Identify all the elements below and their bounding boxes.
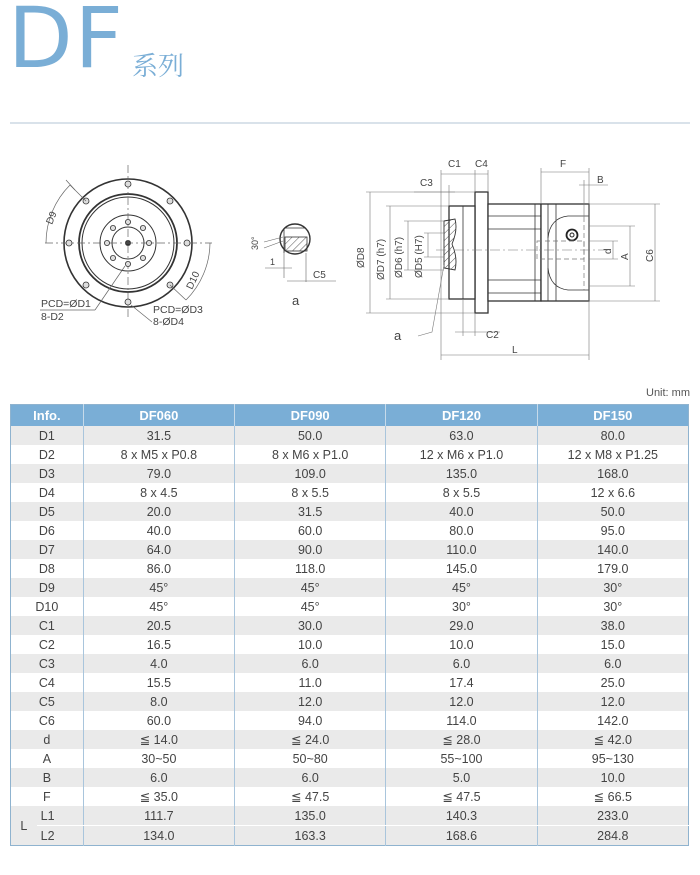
table-cell: 38.0 — [537, 616, 688, 635]
row-label: D4 — [11, 483, 84, 502]
table-cell: ≦ 42.0 — [537, 730, 688, 749]
table-cell: 179.0 — [537, 559, 688, 578]
table-cell: 111.7 — [83, 806, 234, 826]
d6-label: ØD6 (h7) — [394, 236, 405, 278]
front-view — [40, 165, 212, 328]
row-label: C2 — [11, 635, 84, 654]
row-label: C6 — [11, 711, 84, 730]
table-cell: 6.0 — [235, 768, 386, 787]
table-row — [11, 806, 689, 826]
table-cell: 17.4 — [386, 673, 537, 692]
table-header-row — [11, 405, 689, 427]
table-cell: 118.0 — [235, 559, 386, 578]
row-label: C5 — [11, 692, 84, 711]
d5-label: ØD5 (H7) — [414, 235, 425, 278]
table-cell: 30~50 — [83, 749, 234, 768]
table-row — [11, 426, 689, 445]
detail-a-caption: a — [292, 293, 300, 308]
table-row — [11, 826, 689, 846]
table-cell: 12.0 — [235, 692, 386, 711]
table-row — [11, 692, 689, 711]
row-label: d — [11, 730, 84, 749]
table-cell: 40.0 — [386, 502, 537, 521]
table-cell: 80.0 — [537, 426, 688, 445]
table-cell: 29.0 — [386, 616, 537, 635]
table-cell: 4.0 — [83, 654, 234, 673]
table-cell: 134.0 — [83, 826, 234, 846]
row-label: D2 — [11, 445, 84, 464]
table-cell: 50.0 — [235, 426, 386, 445]
row-sublabel: L1 — [37, 806, 84, 826]
table-cell: 163.3 — [235, 826, 386, 846]
header-divider — [10, 122, 690, 124]
table-cell: 45° — [83, 597, 234, 616]
row-label: F — [11, 787, 84, 806]
table-cell: 284.8 — [537, 826, 688, 846]
row-label: D3 — [11, 464, 84, 483]
series-title: DF — [8, 0, 125, 87]
a-dim-label: A — [620, 253, 631, 260]
table-cell: 109.0 — [235, 464, 386, 483]
table-row — [11, 673, 689, 692]
table-cell: 5.0 — [386, 768, 537, 787]
table-cell: 10.0 — [537, 768, 688, 787]
detail-dim-1-label: 1 — [270, 257, 276, 267]
d7-label: ØD7 (h7) — [376, 238, 387, 280]
table-body — [11, 426, 689, 846]
table-cell: 63.0 — [386, 426, 537, 445]
table-cell: 86.0 — [83, 559, 234, 578]
table-cell: 8 x M5 x P0.8 — [83, 445, 234, 464]
table-cell: 12 x M8 x P1.25 — [537, 445, 688, 464]
c1-label: C1 — [448, 159, 461, 170]
table-cell: ≦ 66.5 — [537, 787, 688, 806]
table-cell: 50~80 — [235, 749, 386, 768]
table-cell: 30.0 — [235, 616, 386, 635]
table-cell: 110.0 — [386, 540, 537, 559]
unit-label: Unit: mm — [646, 387, 690, 399]
f-label: F — [560, 159, 567, 170]
table-cell: 20.0 — [83, 502, 234, 521]
table-cell: 135.0 — [235, 806, 386, 826]
side-view — [356, 159, 660, 360]
d8-label: ØD8 — [356, 247, 367, 268]
table-cell: ≦ 47.5 — [235, 787, 386, 806]
l-label: L — [512, 345, 518, 356]
table-cell: ≦ 24.0 — [235, 730, 386, 749]
header-df060: DF060 — [83, 405, 234, 427]
table-cell: ≦ 28.0 — [386, 730, 537, 749]
row-label: D1 — [11, 426, 84, 445]
table-row — [11, 768, 689, 787]
table-cell: 11.0 — [235, 673, 386, 692]
table-row — [11, 521, 689, 540]
table-cell: ≦ 35.0 — [83, 787, 234, 806]
table-cell: 140.0 — [537, 540, 688, 559]
pcd-d1-label: PCD=ØD1 — [41, 298, 91, 310]
a-reference-label: a — [394, 328, 402, 343]
table-cell: 55~100 — [386, 749, 537, 768]
table-cell: 135.0 — [386, 464, 537, 483]
table-cell: 6.0 — [537, 654, 688, 673]
table-cell: 45° — [235, 597, 386, 616]
table-cell: 31.5 — [235, 502, 386, 521]
table-row — [11, 711, 689, 730]
b-label: B — [597, 175, 604, 186]
pcd-d3-label: PCD=ØD3 — [153, 304, 203, 316]
table-cell: 140.3 — [386, 806, 537, 826]
table-cell: 60.0 — [83, 711, 234, 730]
header-df120: DF120 — [386, 405, 537, 427]
table-row — [11, 483, 689, 502]
table-cell: 15.0 — [537, 635, 688, 654]
table-cell: 233.0 — [537, 806, 688, 826]
detail-angle-label: 30° — [250, 236, 260, 250]
table-cell: ≦ 14.0 — [83, 730, 234, 749]
table-cell: 6.0 — [386, 654, 537, 673]
table-cell: 10.0 — [386, 635, 537, 654]
c2-label: C2 — [486, 330, 499, 341]
table-cell: 31.5 — [83, 426, 234, 445]
table-cell: 8 x 5.5 — [235, 483, 386, 502]
table-cell: 168.6 — [386, 826, 537, 846]
detail-a-view — [250, 224, 336, 308]
table-row — [11, 559, 689, 578]
table-cell: 8 x M6 x P1.0 — [235, 445, 386, 464]
table-row — [11, 445, 689, 464]
c3-label: C3 — [420, 178, 433, 189]
table-cell: 45° — [386, 578, 537, 597]
table-cell: 30° — [537, 578, 688, 597]
table-cell: 6.0 — [83, 768, 234, 787]
table-row — [11, 654, 689, 673]
table-cell: 12 x M6 x P1.0 — [386, 445, 537, 464]
header-df090: DF090 — [235, 405, 386, 427]
table-cell: 30° — [386, 597, 537, 616]
specification-table — [10, 404, 689, 846]
technical-drawing — [0, 140, 700, 380]
d10-label: D10 — [184, 269, 203, 292]
c6-label: C6 — [645, 249, 656, 262]
row-label: D7 — [11, 540, 84, 559]
row-label: C4 — [11, 673, 84, 692]
table-cell: 45° — [235, 578, 386, 597]
row-label: D8 — [11, 559, 84, 578]
table-cell: 90.0 — [235, 540, 386, 559]
table-cell: 80.0 — [386, 521, 537, 540]
table-cell: 8 x 5.5 — [386, 483, 537, 502]
table-cell: 12.0 — [537, 692, 688, 711]
header-info: Info. — [11, 405, 84, 427]
table-cell: 168.0 — [537, 464, 688, 483]
row-group-label: L — [11, 806, 37, 846]
row-label: C3 — [11, 654, 84, 673]
row-sublabel: L2 — [37, 826, 84, 846]
table-cell: 25.0 — [537, 673, 688, 692]
d9-label: D9 — [44, 210, 60, 227]
table-row — [11, 540, 689, 559]
table-row — [11, 502, 689, 521]
table-row — [11, 597, 689, 616]
d-label: d — [603, 248, 614, 254]
table-cell: 6.0 — [235, 654, 386, 673]
table-cell: 60.0 — [235, 521, 386, 540]
table-cell: 45° — [83, 578, 234, 597]
table-cell: 95.0 — [537, 521, 688, 540]
table-cell: 50.0 — [537, 502, 688, 521]
table-cell: 8.0 — [83, 692, 234, 711]
table-row — [11, 730, 689, 749]
table-cell: 145.0 — [386, 559, 537, 578]
c4-label: C4 — [475, 159, 488, 170]
table-row — [11, 635, 689, 654]
row-label: B — [11, 768, 84, 787]
table-cell: 30° — [537, 597, 688, 616]
table-cell: ≦ 47.5 — [386, 787, 537, 806]
table-cell: 142.0 — [537, 711, 688, 730]
row-label: D5 — [11, 502, 84, 521]
table-row — [11, 749, 689, 768]
table-cell: 16.5 — [83, 635, 234, 654]
table-cell: 95~130 — [537, 749, 688, 768]
table-cell: 10.0 — [235, 635, 386, 654]
header-df150: DF150 — [537, 405, 688, 427]
table-row — [11, 787, 689, 806]
table-cell: 94.0 — [235, 711, 386, 730]
table-row — [11, 464, 689, 483]
row-label: D6 — [11, 521, 84, 540]
table-row — [11, 578, 689, 597]
holes-d4-label: 8-ØD4 — [153, 316, 184, 328]
row-label: D10 — [11, 597, 84, 616]
row-label: C1 — [11, 616, 84, 635]
table-cell: 40.0 — [83, 521, 234, 540]
table-cell: 12.0 — [386, 692, 537, 711]
holes-d2-label: 8-D2 — [41, 311, 64, 323]
table-cell: 114.0 — [386, 711, 537, 730]
table-cell: 12 x 6.6 — [537, 483, 688, 502]
table-cell: 79.0 — [83, 464, 234, 483]
row-label: D9 — [11, 578, 84, 597]
detail-c5-label: C5 — [313, 270, 326, 281]
table-cell: 8 x 4.5 — [83, 483, 234, 502]
table-row — [11, 616, 689, 635]
series-subtitle: 系列 — [132, 52, 185, 82]
table-cell: 20.5 — [83, 616, 234, 635]
table-cell: 64.0 — [83, 540, 234, 559]
table-cell: 15.5 — [83, 673, 234, 692]
row-label: A — [11, 749, 84, 768]
